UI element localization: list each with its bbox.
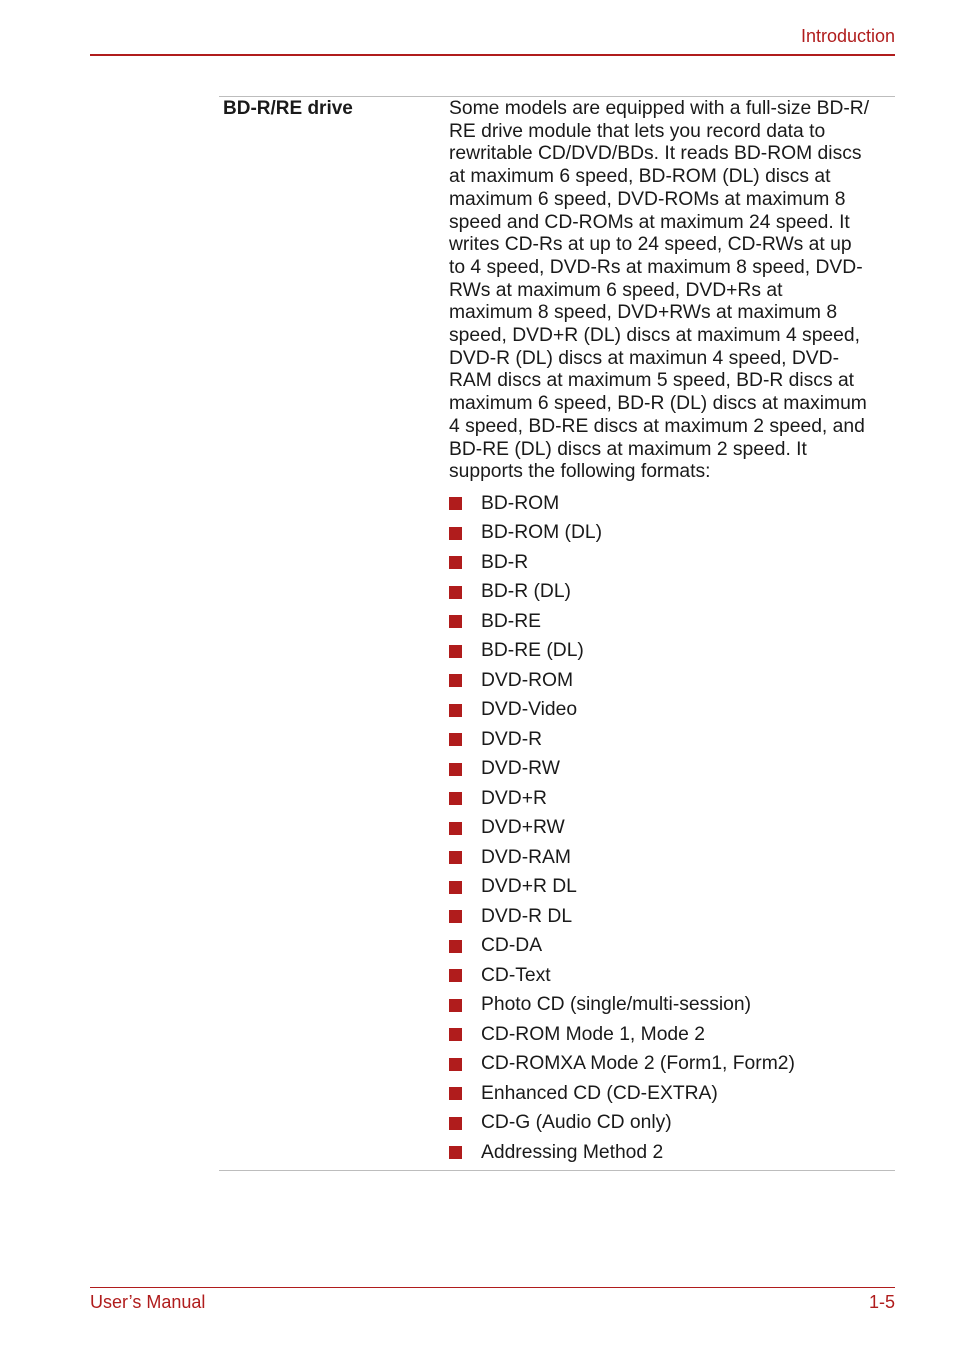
list-item <box>449 814 795 844</box>
list-item <box>449 725 795 755</box>
list-item <box>449 1138 795 1168</box>
square-bullet-icon <box>449 615 462 628</box>
list-item <box>449 489 795 519</box>
square-bullet-icon <box>449 1087 462 1100</box>
format-label: CD-G (Audio CD only) <box>481 1112 672 1134</box>
format-label: CD-DA <box>481 935 543 957</box>
format-label: DVD-Video <box>481 699 578 721</box>
square-bullet-icon <box>449 556 462 569</box>
square-bullet-icon <box>449 910 462 923</box>
square-bullet-icon <box>449 1028 462 1041</box>
format-label: CD-ROMXA Mode 2 (Form1, Form2) <box>481 1053 795 1075</box>
square-bullet-icon <box>449 704 462 717</box>
square-bullet-icon <box>449 881 462 894</box>
list-item <box>449 578 795 608</box>
square-bullet-icon <box>449 586 462 599</box>
list-item <box>449 1109 795 1139</box>
square-bullet-icon <box>449 645 462 658</box>
square-bullet-icon <box>449 674 462 687</box>
list-item <box>449 902 795 932</box>
header-rule <box>90 54 895 56</box>
format-label: Enhanced CD (CD-EXTRA) <box>481 1082 718 1104</box>
format-label: DVD-RW <box>481 758 560 780</box>
format-label: DVD+R DL <box>481 876 577 898</box>
list-item <box>449 548 795 578</box>
list-item <box>449 519 795 549</box>
list-item <box>449 666 795 696</box>
list-item <box>449 607 795 637</box>
square-bullet-icon <box>449 733 462 746</box>
list-item <box>449 1050 795 1080</box>
page-number: 1-5 <box>868 1292 895 1312</box>
format-label: BD-RE <box>481 610 541 632</box>
square-bullet-icon <box>449 822 462 835</box>
list-item <box>449 1079 795 1109</box>
entry-description: Some models are equipped with a full-size BD-R/ RE drive module that lets you record data to rewritable CD/DVD/BDs. It reads BD-ROM discs at maximum 6 speed, BD-ROM (DL) discs at maximum 6 speed, DVD-ROMs at maximum 8 speed and CD-ROMs at maximum 24 speed. It writes CD-Rs at up to 24 speed, CD-RWs at up to 4 speed, DVD-Rs at maximum 8 speed, DVD- RWs at maximum 6 speed, DVD+Rs at maximum 8 speed, DVD+RWs at maximum 8 speed, DVD+R (DL) discs at maximum 4 speed, DVD-R (DL) discs at maximun 4 speed, DVD- RAM discs at maximum 5 speed, BD-R discs at maximum 6 speed, BD-R (DL) discs at maximum 4 speed, BD-RE discs at maximum 2 speed, and BD-RE (DL) discs at maximum 2 speed. It supports the following formats: <box>449 98 870 483</box>
format-label: CD-ROM Mode 1, Mode 2 <box>481 1023 705 1045</box>
list-item <box>449 961 795 991</box>
list-item <box>449 1020 795 1050</box>
square-bullet-icon <box>449 1117 462 1130</box>
format-label: BD-RE (DL) <box>481 640 584 662</box>
square-bullet-icon <box>449 497 462 510</box>
list-item <box>449 843 795 873</box>
list-item <box>449 991 795 1021</box>
table-bottom-rule <box>219 1170 895 1171</box>
format-label: DVD-RAM <box>481 846 571 868</box>
entry-term: BD-R/RE drive <box>223 98 353 119</box>
format-label: DVD-R <box>481 728 543 750</box>
list-item <box>449 784 795 814</box>
list-item <box>449 873 795 903</box>
list-item <box>449 932 795 962</box>
square-bullet-icon <box>449 940 462 953</box>
formats-list <box>449 489 795 1168</box>
format-label: CD-Text <box>481 964 551 986</box>
format-label: DVD-ROM <box>481 669 574 691</box>
footer-rule <box>90 1287 895 1288</box>
format-label: DVD+RW <box>481 817 565 839</box>
format-label: BD-R <box>481 551 529 573</box>
square-bullet-icon <box>449 851 462 864</box>
table-top-rule <box>219 96 895 97</box>
list-item <box>449 755 795 785</box>
format-label: DVD+R <box>481 787 547 809</box>
square-bullet-icon <box>449 763 462 776</box>
format-label: BD-ROM <box>481 492 560 514</box>
list-item <box>449 637 795 667</box>
square-bullet-icon <box>449 1146 462 1159</box>
list-item <box>449 696 795 726</box>
square-bullet-icon <box>449 1058 462 1071</box>
square-bullet-icon <box>449 969 462 982</box>
page-header-title: Introduction <box>800 26 895 46</box>
footer-manual-title: User’s Manual <box>90 1292 206 1312</box>
square-bullet-icon <box>449 999 462 1012</box>
format-label: Addressing Method 2 <box>481 1141 664 1163</box>
square-bullet-icon <box>449 792 462 805</box>
format-label: BD-ROM (DL) <box>481 522 603 544</box>
format-label: BD-R (DL) <box>481 581 571 603</box>
square-bullet-icon <box>449 527 462 540</box>
format-label: Photo CD (single/multi-session) <box>481 994 752 1016</box>
format-label: DVD-R DL <box>481 905 573 927</box>
